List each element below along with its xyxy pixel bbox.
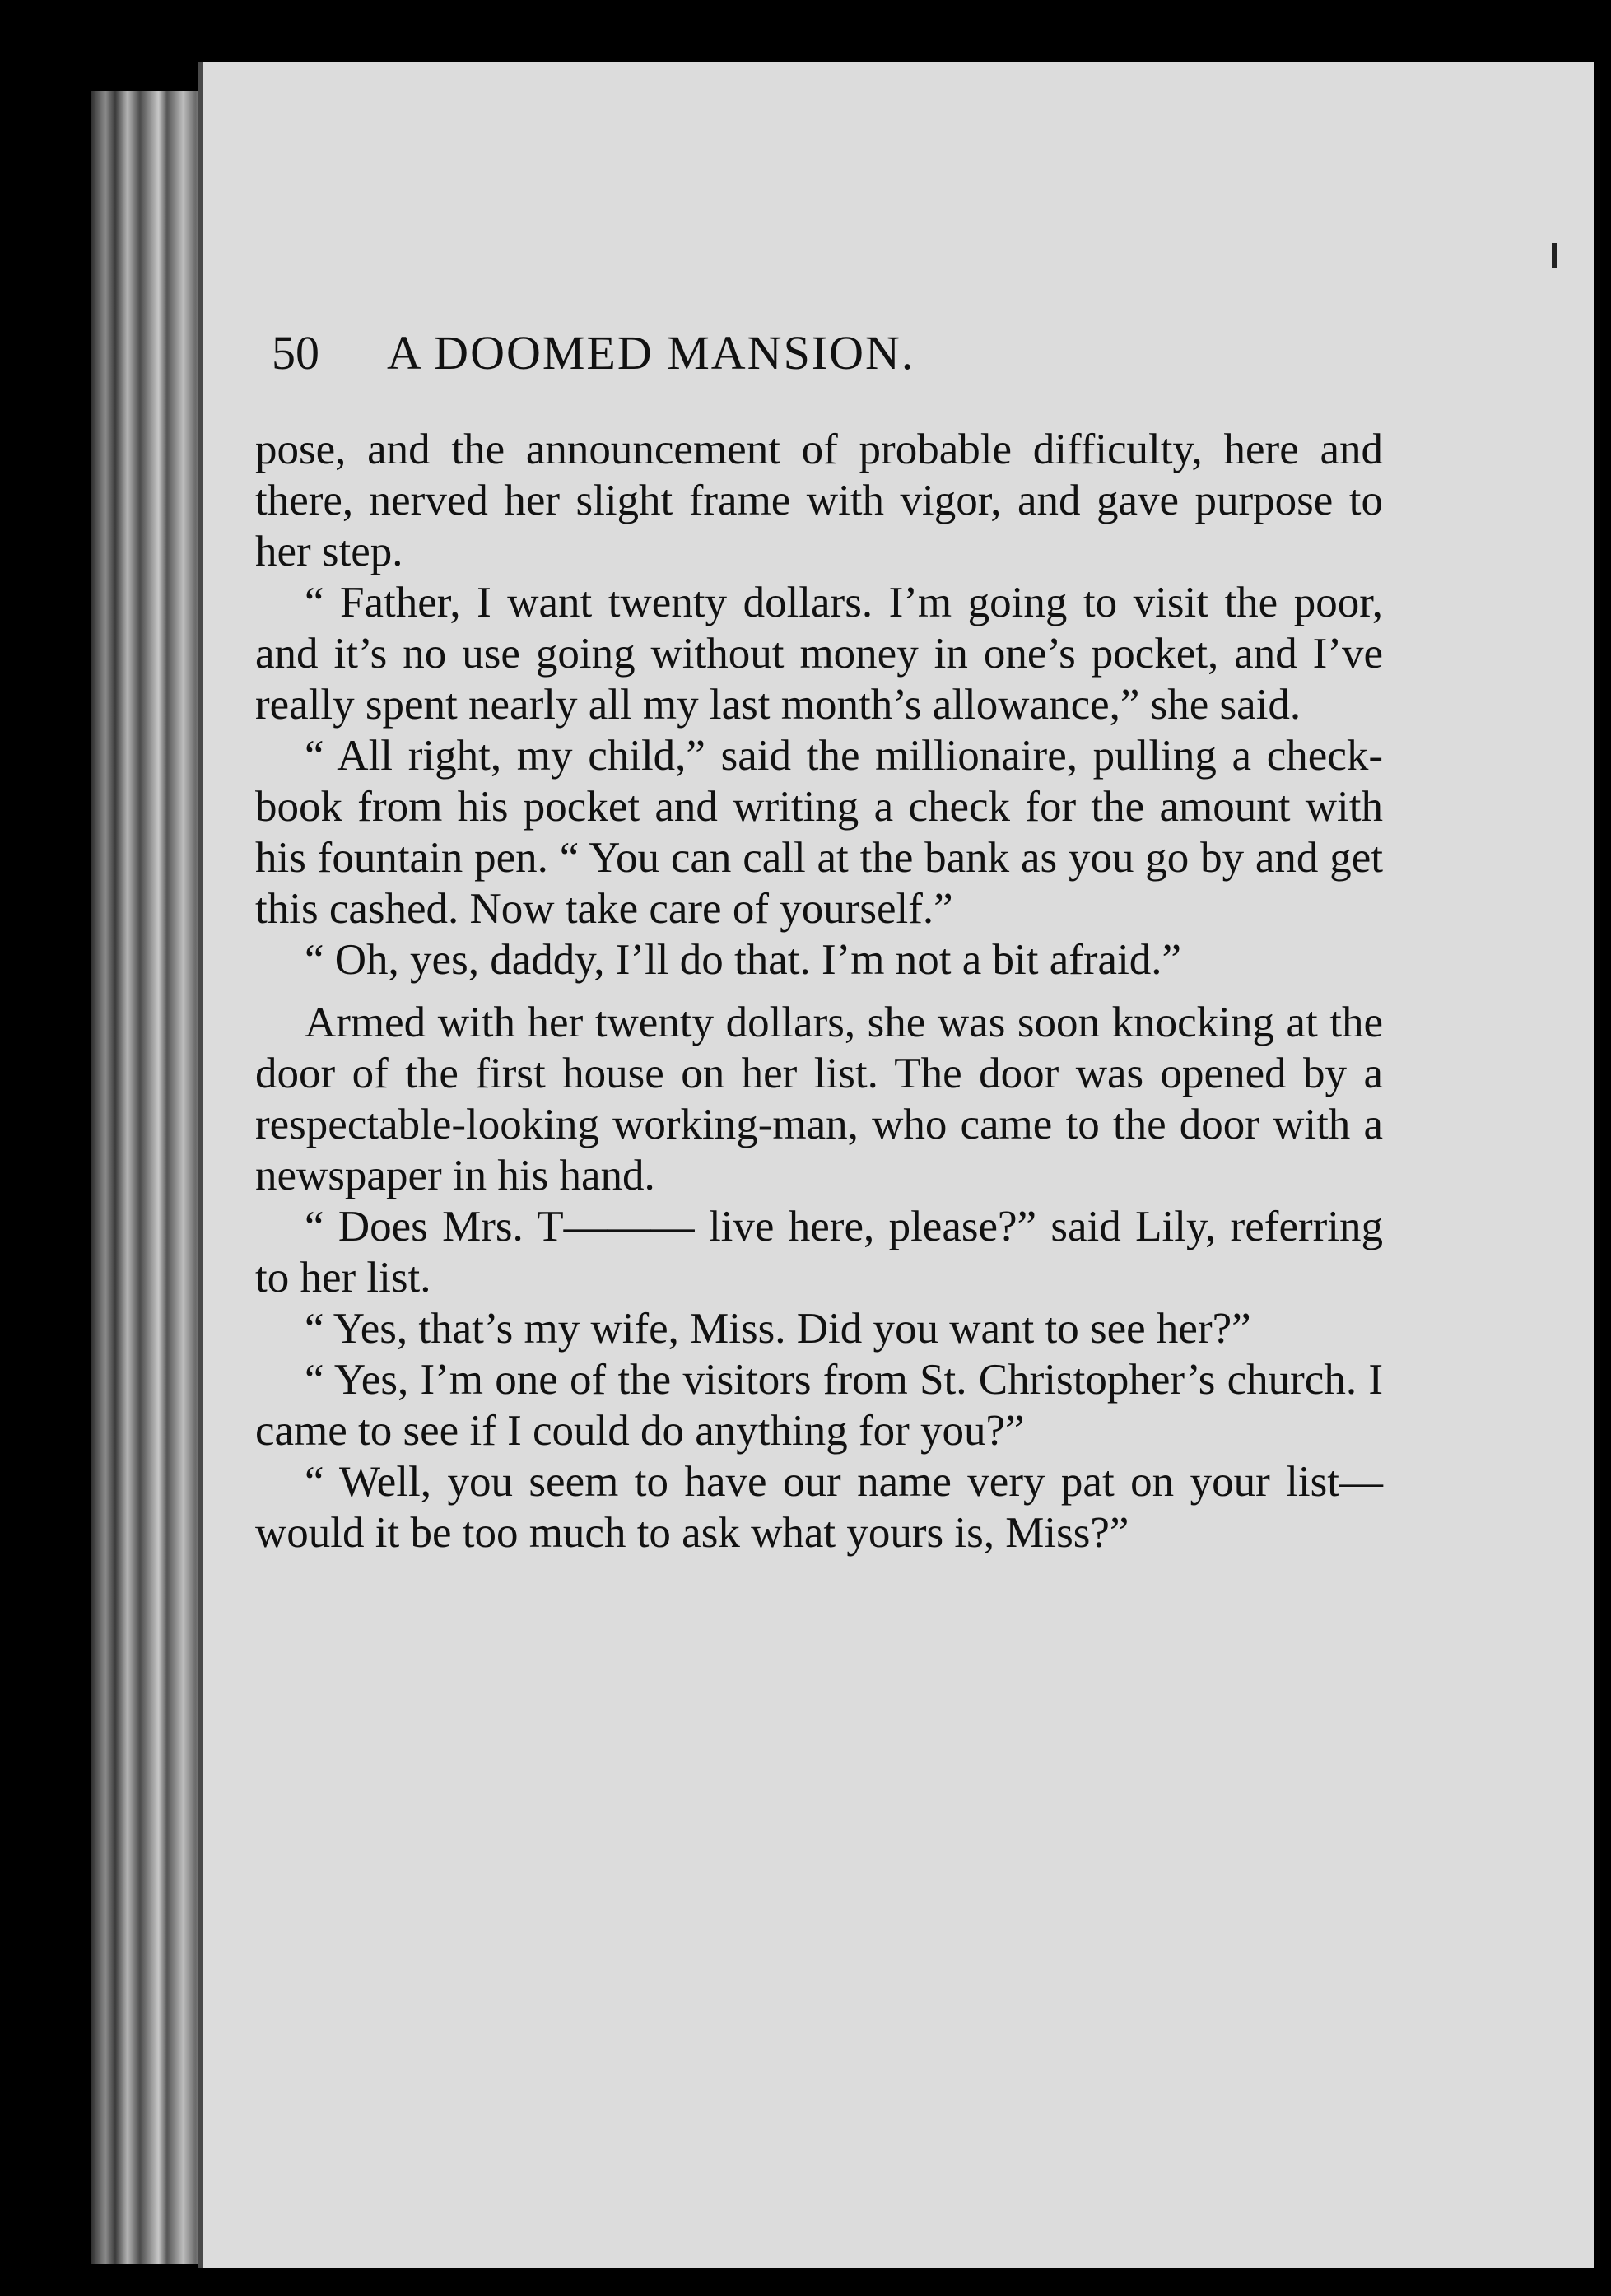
paragraph: “ Yes, I’m one of the visitors from St. Christopher’s church. I came to see if I could do anything for you?” <box>255 1356 1383 1455</box>
paragraph: “ Oh, yes, daddy, I’ll do that. I’m not a bit afraid.” <box>305 936 1182 984</box>
margin-mark <box>1552 243 1557 268</box>
paragraph: “ Well, you seem to have our name very pat on your list—would it be too much to ask what yours is, Miss?” <box>255 1458 1383 1557</box>
paragraph: “ Father, I want twenty dollars. I’m going to visit the poor, and it’s no use going without money in one’s pocket, and I’ve really spent nearly all my last month’s allowance,” she said. <box>255 579 1383 729</box>
paragraph: “ All right, my child,” said the millionaire, pulling a check-book from his pocket and writing a check for the amount with his fountain pen. “ You can call at the bank as you go by and get this cashed. Now take care of yourself.” <box>255 732 1383 933</box>
body-text <box>255 424 1383 1558</box>
page-number: 50 <box>272 326 319 380</box>
paragraph: “ Yes, that’s my wife, Miss. Did you want to see her?” <box>305 1305 1251 1353</box>
paragraph: pose, and the announcement of probable difficulty, here and there, nerved her slight frame with vigor, and gave purpose to her step. <box>255 426 1383 575</box>
page-edges <box>91 91 214 2264</box>
paragraph: Armed with her twenty dollars, she was soon knocking at the door of the first house on her list. The door was opened by a respectable-looking working-man, who came to the door with a newspaper in his hand. <box>255 999 1383 1199</box>
running-title: A DOOMED MANSION. <box>387 326 915 380</box>
paragraph: “ Does Mrs. T——— live here, please?” said Lily, referring to her list. <box>255 1203 1383 1302</box>
